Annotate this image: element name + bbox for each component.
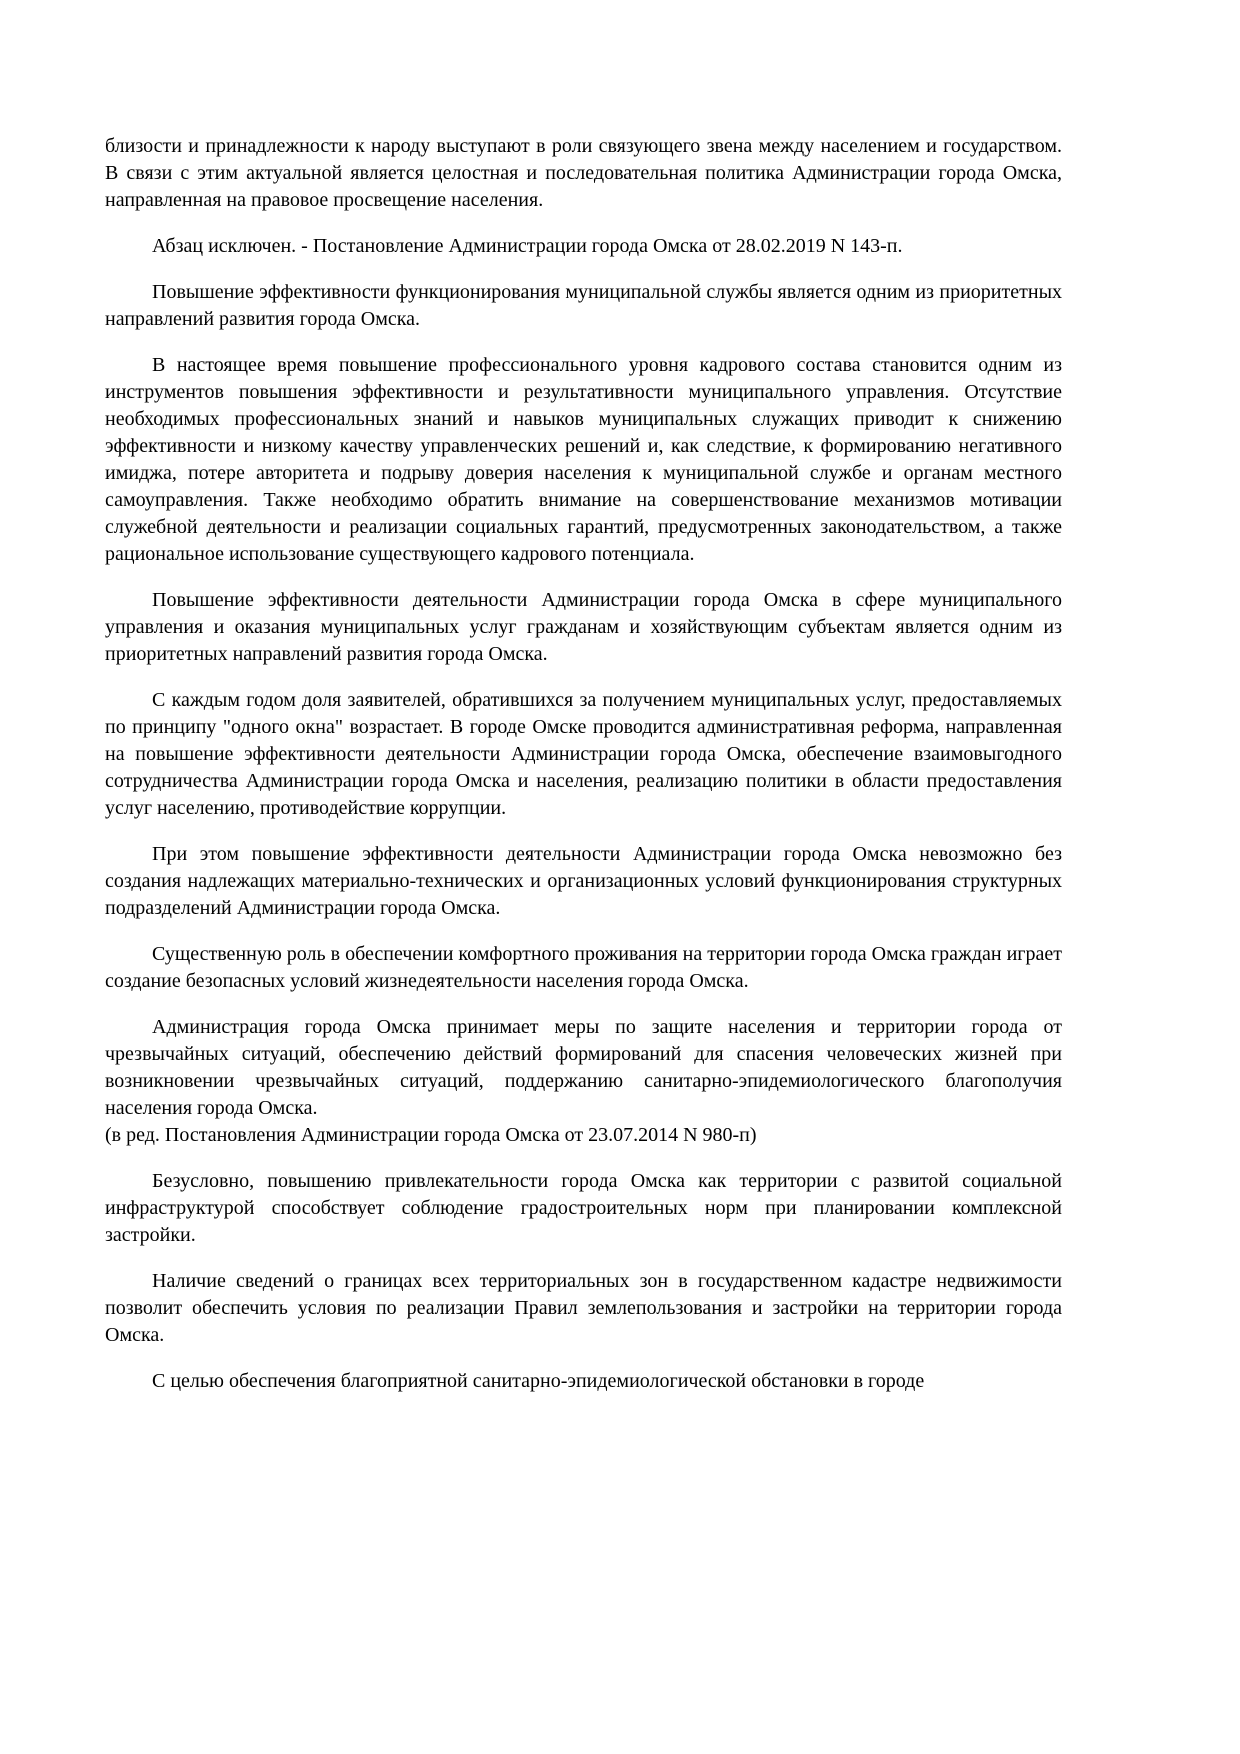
paragraph: Безусловно, повышению привлекательности города Омска как территории с развитой социальной инфраструктурой способствует соблюдение градостроительных норм при планировании комплексной застройки. xyxy=(105,1170,1062,1246)
paragraph: Повышение эффективности функционирования муниципальной службы является одним из приоритетных направлений развития города Омска. xyxy=(105,281,1062,330)
paragraph: Существенную роль в обеспечении комфортного проживания на территории города Омска граждан играет создание безопасных условий жизнедеятельности населения города Омска. xyxy=(105,943,1062,992)
paragraph: В настоящее время повышение профессионального уровня кадрового состава становится одним из инструментов повышения эффективности и результативности муниципального управления. Отсутствие необходимых профессиональных знаний и навыков муниципальных служащих приводит к снижению эффективности и низкому качеству управленческих решений и, как следствие, к формированию негативного имиджа, потере авторитета и подрыву доверия населения к муниципальной службе и органам местного самоуправления. Также необходимо обратить внимание на совершенствование механизмов мотивации служебной деятельности и реализации социальных гарантий, предусмотренных законодательством, а также рациональное использование существующего кадрового потенциала. xyxy=(105,354,1062,565)
paragraph: При этом повышение эффективности деятельности Администрации города Омска невозможно без создания надлежащих материально-технических и организационных условий функционирования структурных подразделений Администрации города Омска. xyxy=(105,843,1062,919)
paragraph: С каждым годом доля заявителей, обратившихся за получением муниципальных услуг, предоставляемых по принципу "одного окна" возрастает. В городе Омске проводится административная реформа, направленная на повышение эффективности деятельности Администрации города Омска, обеспечение взаимовыгодного сотрудничества Администрации города Омска и населения, реализацию политики в области предоставления услуг населению, противодействие коррупции. xyxy=(105,689,1062,819)
paragraph: Наличие сведений о границах всех территориальных зон в государственном кадастре недвижимости позволит обеспечить условия по реализации Правил землепользования и застройки на территории города Омска. xyxy=(105,1270,1062,1346)
paragraph: близости и принадлежности к народу выступают в роли связующего звена между населением и государством. В связи с этим актуальной является целостная и последовательная политика Администрации города Омска, направленная на правовое просвещение населения. xyxy=(105,135,1062,211)
paragraph: Абзац исключен. - Постановление Администрации города Омска от 28.02.2019 N 143-п. xyxy=(152,235,903,257)
paragraph: Повышение эффективности деятельности Администрации города Омска в сфере муниципального управления и оказания муниципальных услуг гражданам и хозяйствующим субъектам является одним из приоритетных направлений развития города Омска. xyxy=(105,589,1062,665)
paragraph: Администрация города Омска принимает меры по защите населения и территории города от чрезвычайных ситуаций, обеспечению действий формирований для спасения человеческих жизней при возникновении чрезвычайных ситуаций, поддержанию санитарно-эпидемиологического благополучия населения города Омска. xyxy=(105,1016,1062,1119)
paragraph: (в ред. Постановления Администрации города Омска от 23.07.2014 N 980-п) xyxy=(105,1124,757,1146)
paragraph: С целью обеспечения благоприятной санитарно-эпидемиологической обстановки в городе xyxy=(152,1370,925,1392)
document-body xyxy=(105,133,1062,1395)
